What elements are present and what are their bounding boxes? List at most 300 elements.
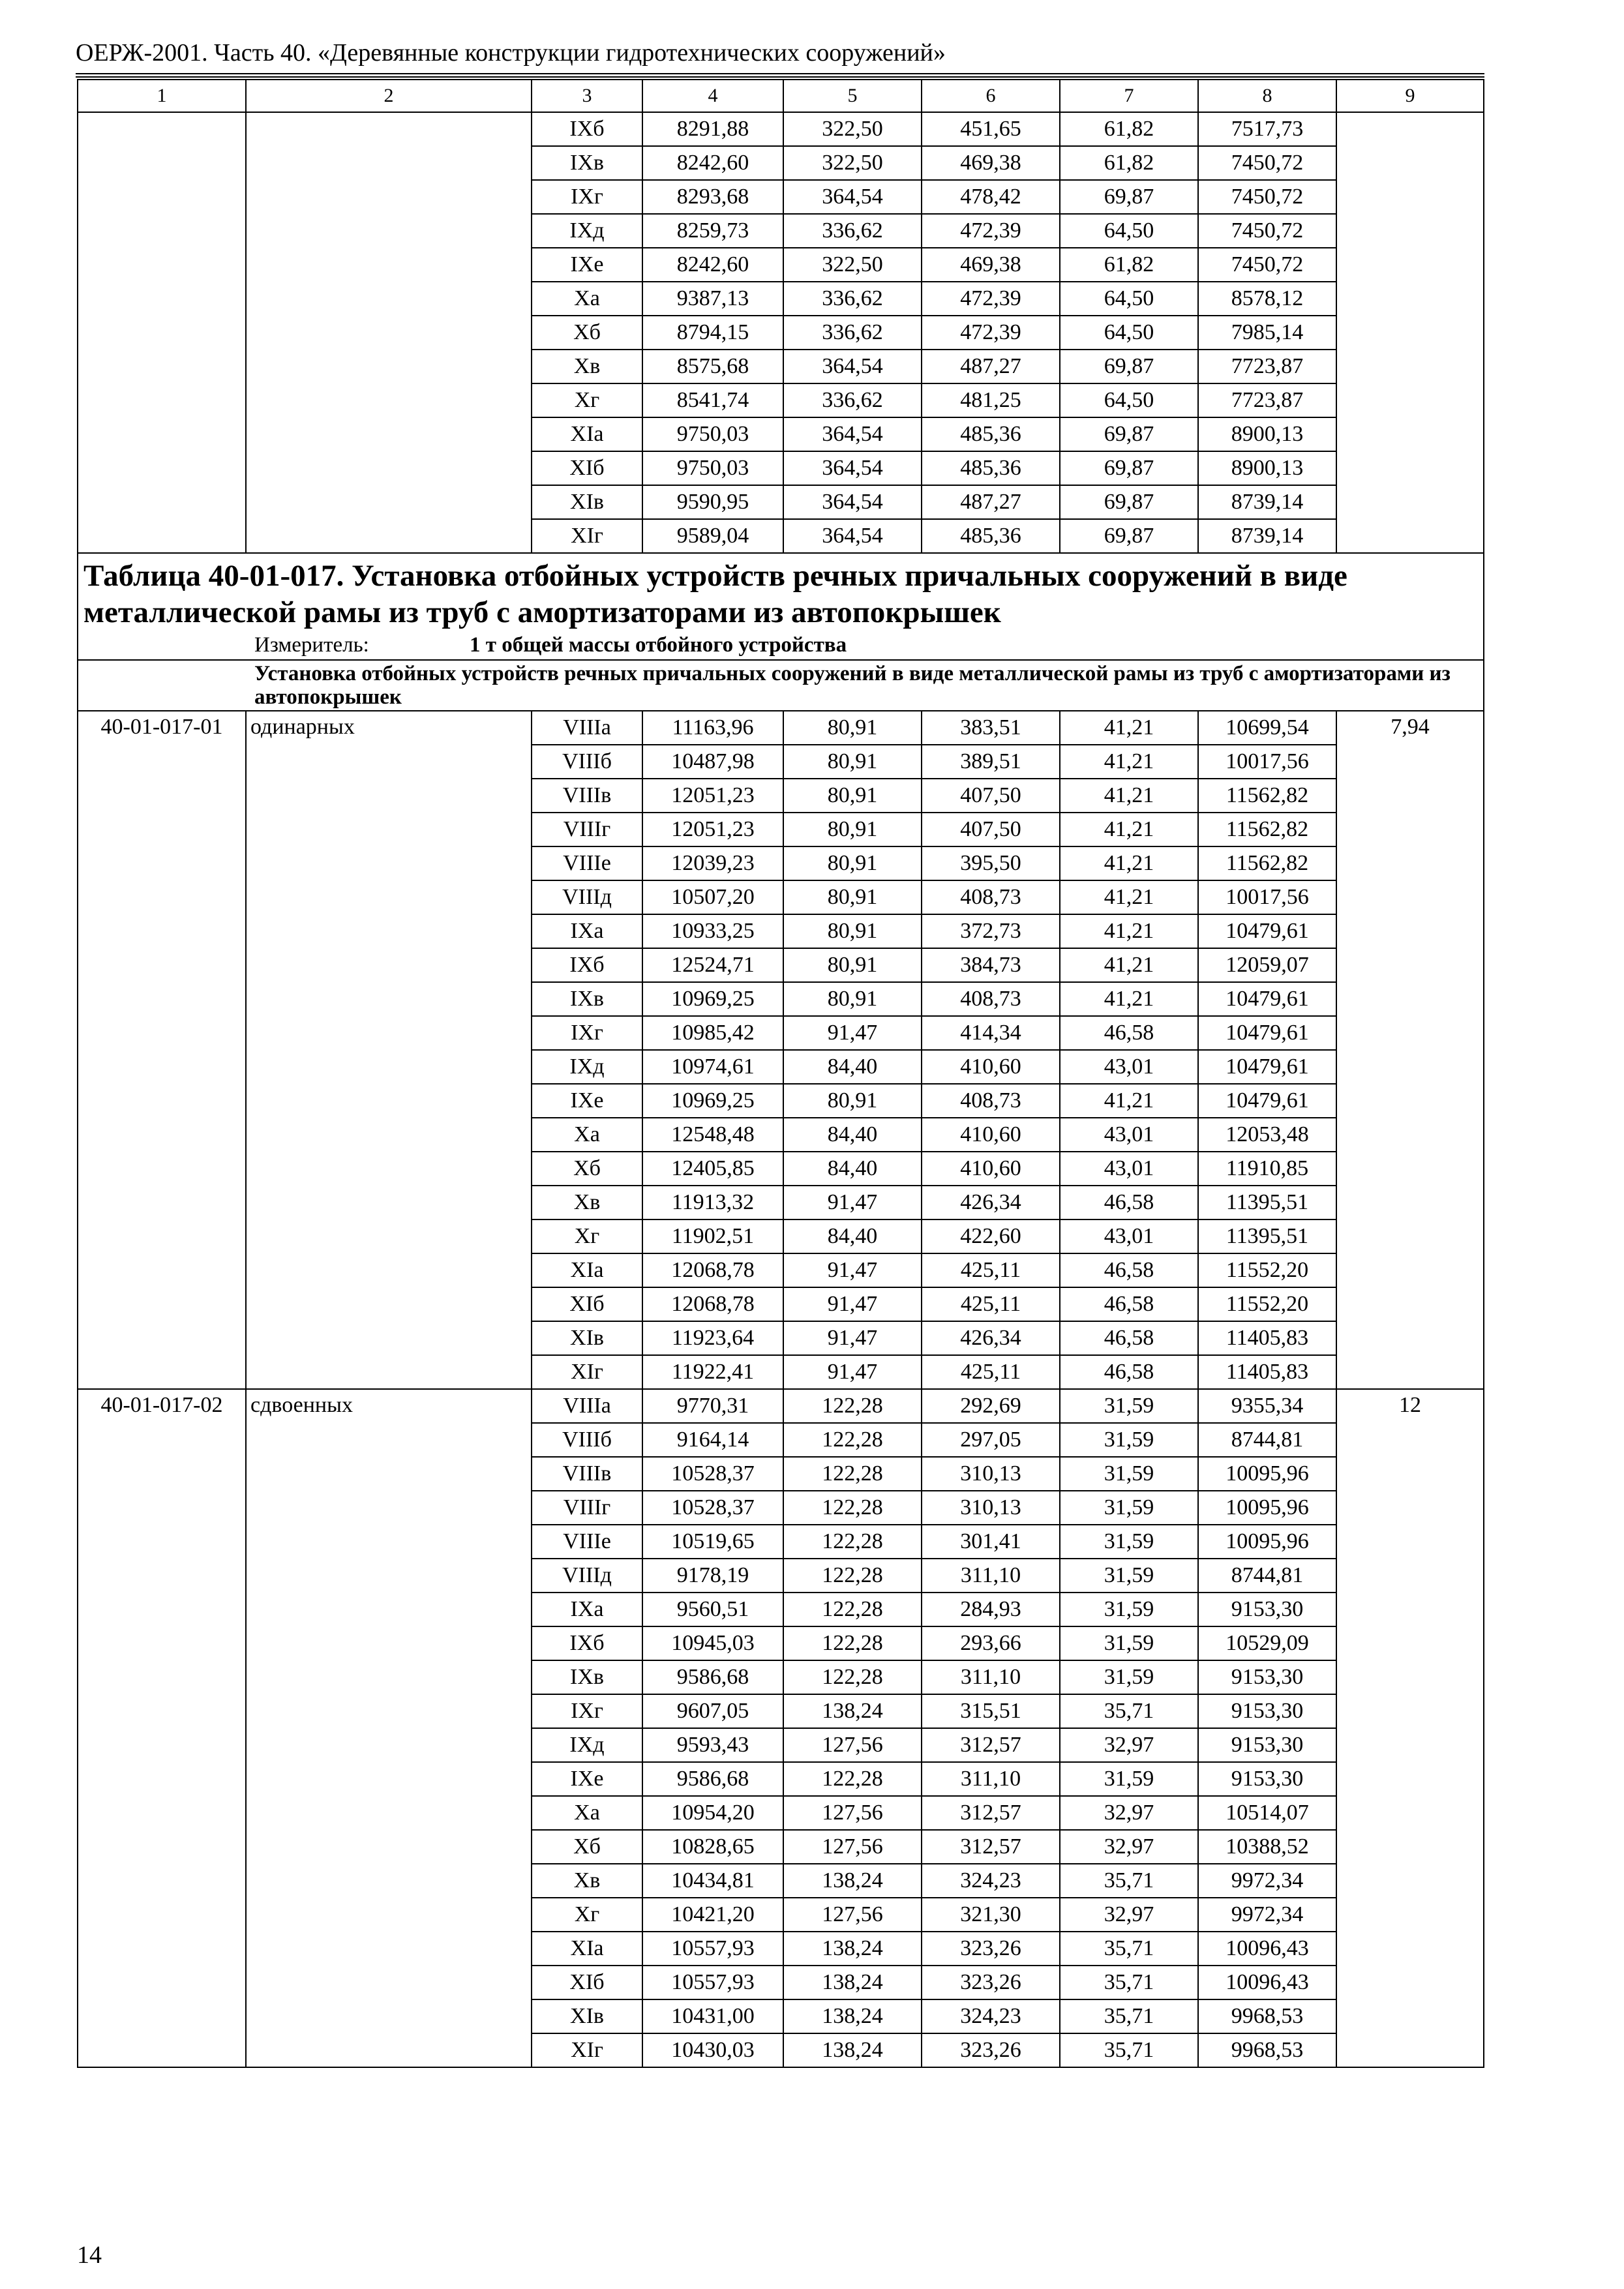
header-rule-double — [76, 76, 1484, 78]
data-cell: 41,21 — [1060, 982, 1198, 1016]
data-cell: 127,56 — [783, 1830, 922, 1864]
data-cell: 12405,85 — [642, 1152, 783, 1186]
data-cell: 410,60 — [922, 1050, 1060, 1084]
data-cell: XIа — [532, 1932, 642, 1966]
data-cell: IXе — [532, 248, 642, 282]
data-cell: 127,56 — [783, 1796, 922, 1830]
data-cell: 426,34 — [922, 1186, 1060, 1219]
data-cell: 127,56 — [783, 1898, 922, 1932]
data-cell: 311,10 — [922, 1559, 1060, 1593]
data-cell: 31,59 — [1060, 1525, 1198, 1559]
data-cell: 9590,95 — [642, 485, 783, 519]
data-cell: 84,40 — [783, 1219, 922, 1253]
data-cell: 10954,20 — [642, 1796, 783, 1830]
data-cell: 35,71 — [1060, 1999, 1198, 2033]
data-cell: 10969,25 — [642, 982, 783, 1016]
data-cell: 487,27 — [922, 485, 1060, 519]
data-cell: 12524,71 — [642, 948, 783, 982]
data-cell: 11395,51 — [1198, 1186, 1336, 1219]
data-cell: 11902,51 — [642, 1219, 783, 1253]
data-cell: IXг — [532, 1016, 642, 1050]
data-cell: XIг — [532, 1355, 642, 1389]
data-cell: 12051,23 — [642, 813, 783, 846]
table-title-row — [78, 553, 1484, 660]
data-cell: 408,73 — [922, 982, 1060, 1016]
data-cell: 323,26 — [922, 1932, 1060, 1966]
data-cell: 32,97 — [1060, 1898, 1198, 1932]
data-cell: Xв — [532, 1186, 642, 1219]
data-cell: 32,97 — [1060, 1728, 1198, 1762]
data-cell: 481,25 — [922, 383, 1060, 417]
data-cell: 312,57 — [922, 1830, 1060, 1864]
data-cell: IXд — [532, 214, 642, 248]
data-cell: 364,54 — [783, 417, 922, 451]
data-cell: IXв — [532, 146, 642, 180]
rates-table — [77, 79, 1484, 2068]
data-cell: 46,58 — [1060, 1253, 1198, 1287]
data-cell: 472,39 — [922, 316, 1060, 350]
data-cell: 12051,23 — [642, 779, 783, 813]
page-header: ОЕРЖ-2001. Часть 40. «Деревянные конструкции гидротехнических сооружений» — [76, 39, 946, 67]
data-cell: VIIIв — [532, 1457, 642, 1491]
data-cell: Xб — [532, 1152, 642, 1186]
data-cell: 8291,88 — [642, 112, 783, 146]
data-cell: 80,91 — [783, 846, 922, 880]
data-cell: 469,38 — [922, 248, 1060, 282]
data-cell: 284,93 — [922, 1593, 1060, 1626]
unit-row — [83, 632, 1478, 659]
data-cell: 69,87 — [1060, 417, 1198, 451]
data-cell: 323,26 — [922, 2033, 1060, 2067]
data-cell: 11922,41 — [642, 1355, 783, 1389]
data-cell: 43,01 — [1060, 1152, 1198, 1186]
column-number: 1 — [78, 80, 246, 112]
column-number-row — [78, 80, 1484, 112]
data-cell: 426,34 — [922, 1321, 1060, 1355]
data-cell: 472,39 — [922, 214, 1060, 248]
data-cell: 46,58 — [1060, 1355, 1198, 1389]
rate-col9: 12 — [1336, 1389, 1484, 2067]
data-cell: 414,34 — [922, 1016, 1060, 1050]
data-cell: 69,87 — [1060, 180, 1198, 214]
data-cell: 10699,54 — [1198, 711, 1336, 745]
data-cell: 472,39 — [922, 282, 1060, 316]
data-cell: 323,26 — [922, 1966, 1060, 1999]
column-number: 8 — [1198, 80, 1336, 112]
data-cell: 8242,60 — [642, 248, 783, 282]
data-cell: VIIIв — [532, 779, 642, 813]
rate-name: сдвоенных — [246, 1389, 532, 2067]
data-cell: 80,91 — [783, 813, 922, 846]
data-cell: 10431,00 — [642, 1999, 783, 2033]
data-cell: IXб — [532, 1626, 642, 1660]
data-cell: XIб — [532, 451, 642, 485]
column-number: 4 — [642, 80, 783, 112]
data-cell: 485,36 — [922, 519, 1060, 553]
data-cell: 9355,34 — [1198, 1389, 1336, 1423]
data-cell: 32,97 — [1060, 1796, 1198, 1830]
data-cell: 469,38 — [922, 146, 1060, 180]
data-cell: 10514,07 — [1198, 1796, 1336, 1830]
data-cell: 8541,74 — [642, 383, 783, 417]
header-rule — [76, 73, 1484, 74]
data-cell: VIIIа — [532, 1389, 642, 1423]
data-cell: 69,87 — [1060, 519, 1198, 553]
data-cell: 389,51 — [922, 745, 1060, 779]
data-cell: 122,28 — [783, 1389, 922, 1423]
data-cell: 10933,25 — [642, 914, 783, 948]
data-cell: 10017,56 — [1198, 745, 1336, 779]
data-cell: Xа — [532, 282, 642, 316]
data-cell: 422,60 — [922, 1219, 1060, 1253]
data-cell: 11405,83 — [1198, 1355, 1336, 1389]
data-cell: 10388,52 — [1198, 1830, 1336, 1864]
data-cell: 10528,37 — [642, 1457, 783, 1491]
data-cell: 395,50 — [922, 846, 1060, 880]
data-cell: 9153,30 — [1198, 1660, 1336, 1694]
data-cell: 61,82 — [1060, 146, 1198, 180]
table-row — [78, 112, 1484, 146]
data-cell: Xг — [532, 383, 642, 417]
data-cell: 46,58 — [1060, 1321, 1198, 1355]
data-cell: 10519,65 — [642, 1525, 783, 1559]
data-cell: XIб — [532, 1966, 642, 1999]
data-cell: 80,91 — [783, 711, 922, 745]
data-cell: 8744,81 — [1198, 1423, 1336, 1457]
data-cell: 9153,30 — [1198, 1762, 1336, 1796]
table-subtitle-row — [78, 660, 1484, 711]
data-cell: 35,71 — [1060, 1932, 1198, 1966]
data-cell: 425,11 — [922, 1355, 1060, 1389]
data-cell: 122,28 — [783, 1559, 922, 1593]
unit-label: Измеритель: — [254, 633, 369, 657]
data-cell: 35,71 — [1060, 1864, 1198, 1898]
data-cell: 69,87 — [1060, 350, 1198, 383]
data-cell: 9164,14 — [642, 1423, 783, 1457]
data-cell: 31,59 — [1060, 1593, 1198, 1626]
data-cell: 7517,73 — [1198, 112, 1336, 146]
table-subtitle: Установка отбойных устройств речных причальных сооружений в виде металлической рамы из труб с амортизаторами из автопокрышек — [78, 660, 1484, 711]
data-cell: 311,10 — [922, 1660, 1060, 1694]
data-cell: 7985,14 — [1198, 316, 1336, 350]
data-cell: 9770,31 — [642, 1389, 783, 1423]
data-cell: 364,54 — [783, 451, 922, 485]
rate-name: одинарных — [246, 711, 532, 1389]
data-cell: 9750,03 — [642, 451, 783, 485]
data-cell: 10096,43 — [1198, 1932, 1336, 1966]
data-cell: 80,91 — [783, 982, 922, 1016]
data-cell: 322,50 — [783, 248, 922, 282]
data-cell: 80,91 — [783, 948, 922, 982]
data-cell: 10095,96 — [1198, 1491, 1336, 1525]
data-cell: 8739,14 — [1198, 485, 1336, 519]
data-cell: IXд — [532, 1728, 642, 1762]
unit-value: 1 т общей массы отбойного устройства — [470, 633, 847, 657]
data-cell: 31,59 — [1060, 1559, 1198, 1593]
data-cell: 487,27 — [922, 350, 1060, 383]
data-cell: 64,50 — [1060, 383, 1198, 417]
data-cell: IXа — [532, 1593, 642, 1626]
data-cell: 408,73 — [922, 880, 1060, 914]
data-cell: 408,73 — [922, 1084, 1060, 1118]
data-cell: 336,62 — [783, 282, 922, 316]
data-cell: 10095,96 — [1198, 1457, 1336, 1491]
table-row — [78, 711, 1484, 745]
data-cell: 69,87 — [1060, 451, 1198, 485]
data-cell: 383,51 — [922, 711, 1060, 745]
data-cell: 11552,20 — [1198, 1253, 1336, 1287]
data-cell: 91,47 — [783, 1355, 922, 1389]
data-cell: 11552,20 — [1198, 1287, 1336, 1321]
data-cell: 80,91 — [783, 1084, 922, 1118]
data-cell: 7450,72 — [1198, 146, 1336, 180]
data-cell: 10974,61 — [642, 1050, 783, 1084]
data-cell: 31,59 — [1060, 1762, 1198, 1796]
code-cell-empty — [78, 112, 246, 553]
data-cell: 11562,82 — [1198, 846, 1336, 880]
data-cell: 10557,93 — [642, 1932, 783, 1966]
data-cell: 301,41 — [922, 1525, 1060, 1559]
data-cell: 9586,68 — [642, 1762, 783, 1796]
data-cell: XIа — [532, 417, 642, 451]
data-cell: 8293,68 — [642, 180, 783, 214]
column-number: 3 — [532, 80, 642, 112]
data-cell: IXа — [532, 914, 642, 948]
data-cell: 10557,93 — [642, 1966, 783, 1999]
data-cell: 43,01 — [1060, 1050, 1198, 1084]
data-cell: 11395,51 — [1198, 1219, 1336, 1253]
data-cell: IXд — [532, 1050, 642, 1084]
data-cell: 7450,72 — [1198, 214, 1336, 248]
table-row — [78, 1389, 1484, 1423]
table-title: Таблица 40-01-017. Установка отбойных устройств речных причальных сооружений в виде металлической рамы из труб с амортизаторами из автопокрышек — [83, 559, 1347, 629]
data-cell: 9153,30 — [1198, 1728, 1336, 1762]
data-cell: 10479,61 — [1198, 1016, 1336, 1050]
column-number: 9 — [1336, 80, 1484, 112]
rate-code: 40-01-017-02 — [78, 1389, 246, 2067]
data-cell: 80,91 — [783, 880, 922, 914]
data-cell: 8242,60 — [642, 146, 783, 180]
data-cell: 41,21 — [1060, 745, 1198, 779]
data-cell: 122,28 — [783, 1457, 922, 1491]
column-number: 6 — [922, 80, 1060, 112]
data-cell: 8578,12 — [1198, 282, 1336, 316]
rates-table-body — [78, 80, 1484, 2067]
data-cell: 10828,65 — [642, 1830, 783, 1864]
data-cell: 138,24 — [783, 1864, 922, 1898]
data-cell: XIв — [532, 1999, 642, 2033]
data-cell: 10479,61 — [1198, 1050, 1336, 1084]
data-cell: 8900,13 — [1198, 417, 1336, 451]
data-cell: 122,28 — [783, 1593, 922, 1626]
data-cell: XIг — [532, 519, 642, 553]
data-cell: VIIIб — [532, 745, 642, 779]
data-cell: 35,71 — [1060, 1966, 1198, 1999]
data-cell: 64,50 — [1060, 282, 1198, 316]
data-cell: IXе — [532, 1762, 642, 1796]
data-cell: 410,60 — [922, 1152, 1060, 1186]
data-cell: 46,58 — [1060, 1016, 1198, 1050]
data-cell: 122,28 — [783, 1660, 922, 1694]
data-cell: 41,21 — [1060, 711, 1198, 745]
data-cell: VIIIг — [532, 1491, 642, 1525]
data-cell: 91,47 — [783, 1287, 922, 1321]
data-cell: 12548,48 — [642, 1118, 783, 1152]
data-cell: 10430,03 — [642, 2033, 783, 2067]
data-cell: 10487,98 — [642, 745, 783, 779]
data-cell: 9968,53 — [1198, 1999, 1336, 2033]
data-cell: 336,62 — [783, 316, 922, 350]
data-cell: 312,57 — [922, 1796, 1060, 1830]
column-number: 7 — [1060, 80, 1198, 112]
data-cell: 7723,87 — [1198, 350, 1336, 383]
data-cell: 31,59 — [1060, 1660, 1198, 1694]
data-cell: XIа — [532, 1253, 642, 1287]
data-cell: 69,87 — [1060, 485, 1198, 519]
data-cell: 9607,05 — [642, 1694, 783, 1728]
data-cell: 9178,19 — [642, 1559, 783, 1593]
data-cell: 8900,13 — [1198, 451, 1336, 485]
data-cell: 364,54 — [783, 350, 922, 383]
data-cell: 64,50 — [1060, 214, 1198, 248]
data-cell: 9972,34 — [1198, 1864, 1336, 1898]
data-cell: 8794,15 — [642, 316, 783, 350]
data-cell: 84,40 — [783, 1050, 922, 1084]
data-cell: 9593,43 — [642, 1728, 783, 1762]
data-cell: 80,91 — [783, 914, 922, 948]
data-cell: 9972,34 — [1198, 1898, 1336, 1932]
data-cell: 310,13 — [922, 1457, 1060, 1491]
data-cell: 372,73 — [922, 914, 1060, 948]
data-cell: 11562,82 — [1198, 813, 1336, 846]
data-cell: 31,59 — [1060, 1626, 1198, 1660]
data-cell: 10945,03 — [642, 1626, 783, 1660]
data-cell: IXе — [532, 1084, 642, 1118]
data-cell: 9586,68 — [642, 1660, 783, 1694]
data-cell: VIIIа — [532, 711, 642, 745]
data-cell: 10528,37 — [642, 1491, 783, 1525]
data-cell: 10529,09 — [1198, 1626, 1336, 1660]
data-cell: XIб — [532, 1287, 642, 1321]
data-cell: 407,50 — [922, 779, 1060, 813]
col9-cell-empty — [1336, 112, 1484, 553]
data-cell: 43,01 — [1060, 1118, 1198, 1152]
data-cell: 8575,68 — [642, 350, 783, 383]
data-cell: VIIIг — [532, 813, 642, 846]
data-cell: 312,57 — [922, 1728, 1060, 1762]
data-cell: VIIIе — [532, 846, 642, 880]
data-cell: 64,50 — [1060, 316, 1198, 350]
data-cell: 41,21 — [1060, 779, 1198, 813]
data-cell: 10421,20 — [642, 1898, 783, 1932]
data-cell: 91,47 — [783, 1186, 922, 1219]
data-cell: XIв — [532, 485, 642, 519]
data-cell: IXв — [532, 1660, 642, 1694]
data-cell: 364,54 — [783, 519, 922, 553]
data-cell: Xа — [532, 1118, 642, 1152]
data-cell: VIIIб — [532, 1423, 642, 1457]
data-cell: 10969,25 — [642, 1084, 783, 1118]
data-cell: 91,47 — [783, 1321, 922, 1355]
data-cell: 32,97 — [1060, 1830, 1198, 1864]
data-cell: 31,59 — [1060, 1457, 1198, 1491]
data-cell: 364,54 — [783, 180, 922, 214]
data-cell: 138,24 — [783, 1999, 922, 2033]
data-cell: 122,28 — [783, 1525, 922, 1559]
data-cell: Xг — [532, 1219, 642, 1253]
data-cell: 31,59 — [1060, 1491, 1198, 1525]
data-cell: 7450,72 — [1198, 248, 1336, 282]
data-cell: 122,28 — [783, 1491, 922, 1525]
data-cell: 10479,61 — [1198, 914, 1336, 948]
column-number: 2 — [246, 80, 532, 112]
data-cell: 12068,78 — [642, 1287, 783, 1321]
data-cell: 41,21 — [1060, 914, 1198, 948]
data-cell: 8259,73 — [642, 214, 783, 248]
data-cell: XIв — [532, 1321, 642, 1355]
data-cell: 364,54 — [783, 485, 922, 519]
data-cell: IXг — [532, 180, 642, 214]
data-cell: 80,91 — [783, 745, 922, 779]
data-cell: 315,51 — [922, 1694, 1060, 1728]
data-cell: 297,05 — [922, 1423, 1060, 1457]
page-number: 14 — [77, 2241, 102, 2269]
data-cell: 324,23 — [922, 1999, 1060, 2033]
data-cell: 9387,13 — [642, 282, 783, 316]
data-cell: 35,71 — [1060, 1694, 1198, 1728]
data-cell: 425,11 — [922, 1253, 1060, 1287]
data-cell: 9750,03 — [642, 417, 783, 451]
data-cell: Xб — [532, 1830, 642, 1864]
data-cell: 122,28 — [783, 1762, 922, 1796]
data-cell: 384,73 — [922, 948, 1060, 982]
data-cell: 41,21 — [1060, 880, 1198, 914]
data-cell: XIг — [532, 2033, 642, 2067]
data-cell: 12059,07 — [1198, 948, 1336, 982]
data-cell: 80,91 — [783, 779, 922, 813]
data-cell: 43,01 — [1060, 1219, 1198, 1253]
data-cell: 485,36 — [922, 451, 1060, 485]
data-cell: 11405,83 — [1198, 1321, 1336, 1355]
data-cell: 12068,78 — [642, 1253, 783, 1287]
data-cell: 293,66 — [922, 1626, 1060, 1660]
data-cell: 10479,61 — [1198, 982, 1336, 1016]
data-cell: 11562,82 — [1198, 779, 1336, 813]
data-cell: 46,58 — [1060, 1287, 1198, 1321]
data-cell: 84,40 — [783, 1152, 922, 1186]
data-cell: 10095,96 — [1198, 1525, 1336, 1559]
data-cell: Xа — [532, 1796, 642, 1830]
data-cell: 138,24 — [783, 2033, 922, 2067]
data-cell: 310,13 — [922, 1491, 1060, 1525]
data-cell: 10507,20 — [642, 880, 783, 914]
data-cell: 336,62 — [783, 383, 922, 417]
data-cell: 425,11 — [922, 1287, 1060, 1321]
data-cell: 61,82 — [1060, 248, 1198, 282]
data-cell: VIIIе — [532, 1525, 642, 1559]
data-cell: 91,47 — [783, 1016, 922, 1050]
data-cell: 84,40 — [783, 1118, 922, 1152]
data-cell: 11163,96 — [642, 711, 783, 745]
data-cell: 9560,51 — [642, 1593, 783, 1626]
data-cell: 41,21 — [1060, 813, 1198, 846]
data-cell: IXв — [532, 982, 642, 1016]
data-cell: 11923,64 — [642, 1321, 783, 1355]
data-cell: 10985,42 — [642, 1016, 783, 1050]
data-cell: 9968,53 — [1198, 2033, 1336, 2067]
data-cell: 322,50 — [783, 146, 922, 180]
data-cell: 9153,30 — [1198, 1593, 1336, 1626]
